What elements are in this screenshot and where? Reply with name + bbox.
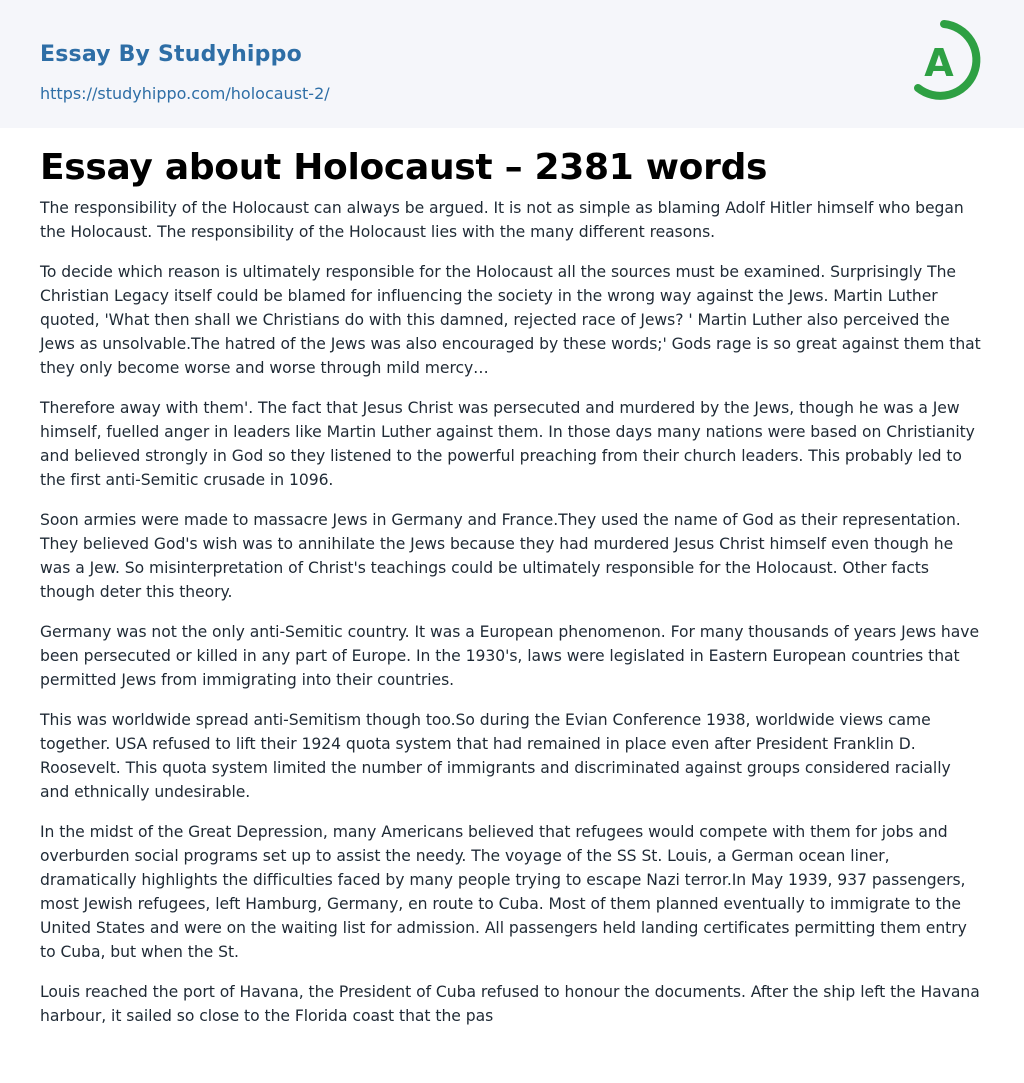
article-paragraph: This was worldwide spread anti-Semitism though too.So during the Evian Conference 1938, worldwide views came together. USA refused to lift their 1924 quota system that had remained in place even after President Franklin D. Roosevelt. This quota system limited the number of immigrants and discriminated against groups considered racially and ethnically undesirable. bbox=[40, 711, 951, 801]
logo-letter: A bbox=[924, 41, 954, 85]
site-title[interactable]: Essay By Studyhippo bbox=[40, 42, 302, 67]
article-paragraph: Soon armies were made to massacre Jews in Germany and France.They used the name of God as their representation. They believed God's wish was to annihilate the Jews because they had murdered Jesus Christ himself even though he was a Jew. So misinterpretation of Christ's teachings could be ultimately responsible for the Holocaust. Other facts though deter this theory. bbox=[40, 511, 961, 601]
article-paragraph: Therefore away with them'. The fact that Jesus Christ was persecuted and murdered by the Jews, though he was a Jew himself, fuelled anger in leaders like Martin Luther against them. In those days many nations were based on Christianity and believed strongly in God so they listened to the powerful preaching from their church leaders. This probably led to the first anti-Semitic crusade in 1096. bbox=[40, 399, 975, 489]
article-paragraph: In the midst of the Great Depression, many Americans believed that refugees would compete with them for jobs and overburden social programs set up to assist the needy. The voyage of the SS St. Louis, a German ocean liner, dramatically highlights the difficulties faced by many people trying to escape Nazi terror.In May 1939, 937 passengers, most Jewish refugees, left Hamburg, Germany, en route to Cuba. Most of them planned eventually to immigrate to the United States and were on the waiting list for admission. All passengers held landing certificates permitting them entry to Cuba, but when the St. bbox=[40, 823, 967, 961]
article-paragraph: Germany was not the only anti-Semitic country. It was a European phenomenon. For many thousands of years Jews have been persecuted or killed in any part of Europe. In the 1930's, laws were legislated in Eastern European countries that permitted Jews from immigrating into their countries. bbox=[40, 623, 979, 689]
article-paragraph: The responsibility of the Holocaust can always be argued. It is not as simple as blaming Adolf Hitler himself who began the Holocaust. The responsibility of the Holocaust lies with the many different reasons. bbox=[40, 199, 964, 241]
article-paragraph: To decide which reason is ultimately responsible for the Holocaust all the sources must be examined. Surprisingly The Christian Legacy itself could be blamed for influencing the society in the wrong way against the Jews. Martin Luther quoted, 'What then shall we Christians do with this damned, rejected race of Jews? ' Martin Luther also perceived the Jews as unsolvable.The hatred of the Jews was also encouraged by these words;' Gods rage is so great against them that they only become worse and worse through mild mercy… bbox=[40, 263, 981, 377]
page-title: Essay about Holocaust – 2381 words bbox=[40, 147, 768, 188]
studyhippo-logo-icon[interactable] bbox=[904, 18, 988, 106]
article-paragraph: Louis reached the port of Havana, the President of Cuba refused to honour the documents. After the ship left the Havana harbour, it sailed so close to the Florida coast that the pas bbox=[40, 983, 980, 1025]
page-url-link[interactable]: https://studyhippo.com/holocaust-2/ bbox=[40, 84, 330, 103]
site-header bbox=[0, 0, 1024, 128]
article bbox=[0, 128, 1024, 1028]
